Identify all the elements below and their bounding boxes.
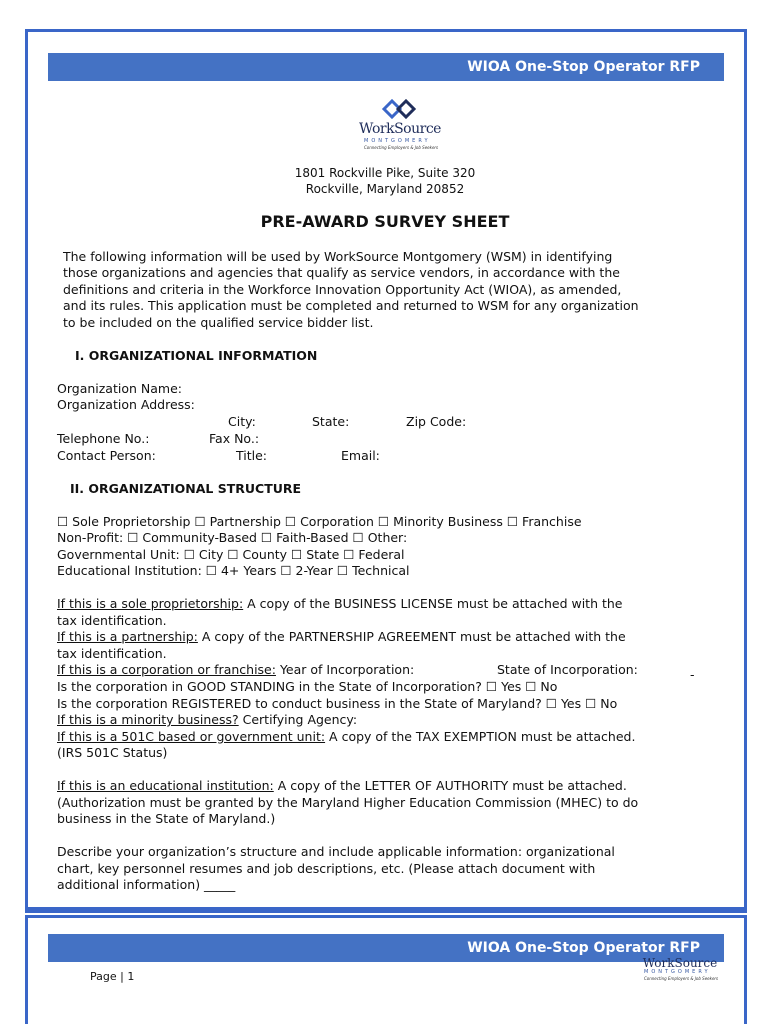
registered-line[interactable]: Is the corporation REGISTERED to conduct business in the State of Maryland? ☐ Yes ☐ No <box>57 696 618 711</box>
footer-header-bar <box>48 934 724 962</box>
section-1-heading: I. ORGANIZATIONAL INFORMATION <box>75 348 318 363</box>
corp-state-label: State of Incorporation: <box>497 662 638 677</box>
edu-line-3: business in the State of Maryland.) <box>57 811 276 826</box>
email-label: Email: <box>341 448 380 463</box>
describe-line-2: chart, key personnel resumes and job descriptions, etc. (Please attach document with <box>57 861 596 876</box>
structure-row-4[interactable]: Educational Institution: ☐ 4+ Years ☐ 2-Year ☐ Technical <box>57 563 410 578</box>
header-title: WIOA One-Stop Operator RFP <box>467 59 700 75</box>
partnership-line: If this is a partnership: A copy of the PARTNERSHIP AGREEMENT must be attached with the <box>57 629 626 644</box>
page-title: PRE-AWARD SURVEY SHEET <box>260 212 510 231</box>
telephone-label: Telephone No.: <box>57 431 150 446</box>
footer-header-title: WIOA One-Stop Operator RFP <box>467 940 700 956</box>
zip-label: Zip Code: <box>406 414 467 429</box>
section-2-heading: II. ORGANIZATIONAL STRUCTURE <box>70 481 302 496</box>
edu-line: If this is an educational institution: A copy of the LETTER OF AUTHORITY must be attached. <box>57 778 627 793</box>
edu-line-2: (Authorization must be granted by the Maryland Higher Education Commission (MHEC) to do <box>57 795 639 810</box>
intro-line-2: those organizations and agencies that qualify as service vendors, in accordance with the <box>63 265 620 280</box>
org-name-label: Organization Name: <box>57 381 182 396</box>
describe-line-1: Describe your organization’s structure and include applicable information: organizational <box>57 844 615 859</box>
intro-line-4: and its rules. This application must be completed and returned to WSM for any organization <box>63 298 639 313</box>
minority-line: If this is a minority business? Certifying Agency: <box>57 712 358 727</box>
city-label: City: <box>228 414 256 429</box>
address-line-2: Rockville, Maryland 20852 <box>305 182 465 196</box>
intro-line-1: The following information will be used by WorkSource Montgomery (WSM) in identifying <box>63 249 613 264</box>
sole-prop-line-2: tax identification. <box>57 613 167 628</box>
501c-line-2: (IRS 501C Status) <box>57 745 168 760</box>
address-line-1: 1801 Rockville Pike, Suite 320 <box>294 166 476 180</box>
intro-line-5: to be included on the qualified service bidder list. <box>63 315 374 330</box>
describe-line-3: additional information) _____ <box>57 877 236 892</box>
sole-prop-line: If this is a sole proprietorship: A copy of the BUSINESS LICENSE must be attached with the <box>57 596 623 611</box>
fax-label: Fax No.: <box>209 431 260 446</box>
corp-dash: - <box>690 667 695 682</box>
title-label: Title: <box>236 448 267 463</box>
structure-row-2[interactable]: Non-Profit: ☐ Community-Based ☐ Faith-Based ☐ Other: <box>57 530 408 545</box>
good-standing-line[interactable]: Is the corporation in GOOD STANDING in the State of Incorporation? ☐ Yes ☐ No <box>57 679 558 694</box>
corporation-line: If this is a corporation or franchise: Year of Incorporation: <box>57 662 415 677</box>
state-label: State: <box>312 414 350 429</box>
501c-line: If this is a 501C based or government unit: A copy of the TAX EXEMPTION must be attached. <box>57 729 636 744</box>
org-address-label: Organization Address: <box>57 397 195 412</box>
structure-row-3[interactable]: Governmental Unit: ☐ City ☐ County ☐ State ☐ Federal <box>57 547 405 562</box>
header-bar <box>48 53 724 81</box>
intro-line-3: definitions and criteria in the Workforce Innovation Opportunity Act (WIOA), as amended, <box>63 282 622 297</box>
page-number: Page | 1 <box>90 970 135 983</box>
worksource-logo-small: WorkSource MONTGOMERY Connecting Employers & Job Seekers <box>642 956 719 981</box>
structure-row-1[interactable]: ☐ Sole Proprietorship ☐ Partnership ☐ Corporation ☐ Minority Business ☐ Franchise <box>57 514 582 529</box>
logo-mark-icon <box>380 97 420 121</box>
worksource-logo: WorkSource MONTGOMERY Connecting Employers & Job Seekers <box>358 97 442 151</box>
partnership-line-2: tax identification. <box>57 646 167 661</box>
contact-label: Contact Person: <box>57 448 156 463</box>
